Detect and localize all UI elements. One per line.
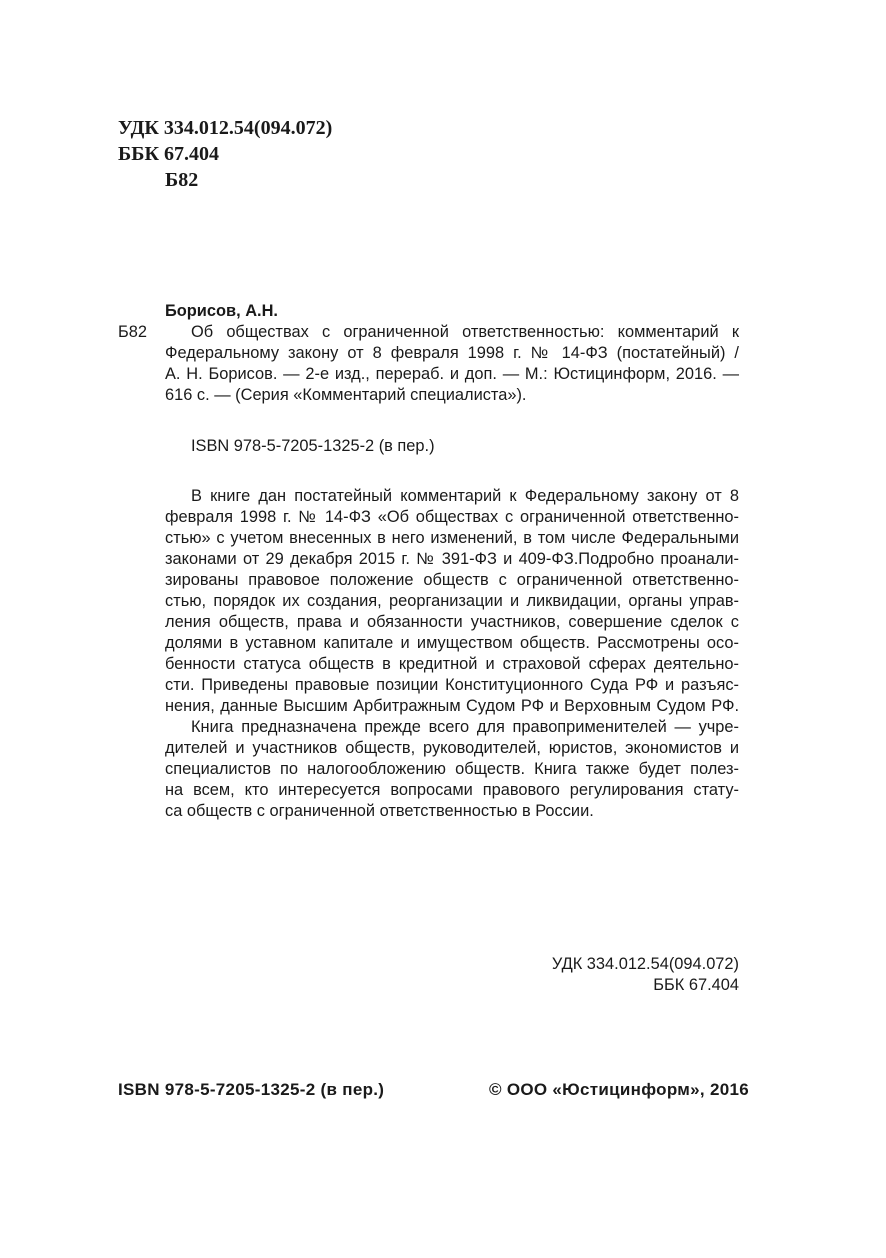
annotation-line: са обществ с ограниченной ответственностью в России.	[165, 802, 594, 820]
footer-copyright: © ООО «Юстицинформ», 2016	[488, 1080, 749, 1099]
record-author: Борисов, А.Н.	[165, 302, 278, 320]
footer-isbn: ISBN 978-5-7205-1325-2 (в пер.)	[118, 1080, 385, 1099]
bib-line: Об обществах с ограниченной ответственностью: комментарий к	[191, 323, 739, 341]
annotation-line: ления обществ, права и обязанности участников, совершение сделок с	[165, 613, 739, 631]
bib-line: 616 с. — (Серия «Комментарий специалиста»).	[165, 386, 527, 404]
bbk-code: ББК 67.404	[118, 143, 219, 165]
annotation-line: дителей и участников обществ, руководителей, юристов, экономистов и	[165, 739, 739, 757]
annotation-line: бенности статуса обществ в кредитной и страховой сферах деятельно-	[165, 655, 739, 673]
record-mark: Б82	[118, 323, 147, 341]
udk-code: УДК 334.012.54(094.072)	[118, 117, 333, 139]
annotation-line: специалистов по налогообложению обществ. Книга также будет полез-	[165, 760, 739, 778]
annotation-line: долями в уставном капитале и имуществом обществ. Рассмотрены осо-	[165, 634, 739, 652]
record-isbn: ISBN 978-5-7205-1325-2 (в пер.)	[191, 437, 435, 455]
annotation-line: стью» с учетом внесенных в него изменений, в том числе Федеральными	[165, 529, 739, 547]
author-mark: Б82	[165, 169, 199, 191]
annotation-line: зированы правовое положение обществ с ограниченной ответственно-	[165, 571, 739, 589]
annotation-line: законами от 29 декабря 2015 г. № 391-ФЗ и 409-ФЗ.Подробно проанали-	[165, 550, 739, 568]
annotation-line: февраля 1998 г. № 14-ФЗ «Об обществах с ограниченной ответственно-	[165, 508, 739, 526]
bib-line: А. Н. Борисов. — 2-е изд., перераб. и доп. — М.: Юстицинформ, 2016. —	[165, 365, 739, 383]
annotation-line: нения, данные Высшим Арбитражным Судом РФ и Верховным Судом РФ.	[165, 697, 739, 715]
classification-bbk: ББК 67.404	[653, 976, 739, 994]
annotation-line: на всем, кто интересуется вопросами правового регулирования стату-	[165, 781, 739, 799]
annotation-line: сти. Приведены правовые позиции Конституционного Суда РФ и разъяс-	[165, 676, 739, 694]
annotation-line: В книге дан постатейный комментарий к Федеральному закону от 8	[191, 487, 739, 505]
bib-line: Федеральному закону от 8 февраля 1998 г. № 14-ФЗ (постатейный) /	[165, 344, 739, 362]
annotation-line: стью, порядок их создания, реорганизации и ликвидации, органы управ-	[165, 592, 739, 610]
annotation-line: Книга предназначена прежде всего для правоприменителей — учре-	[191, 718, 739, 736]
classification-udk: УДК 334.012.54(094.072)	[551, 955, 739, 973]
